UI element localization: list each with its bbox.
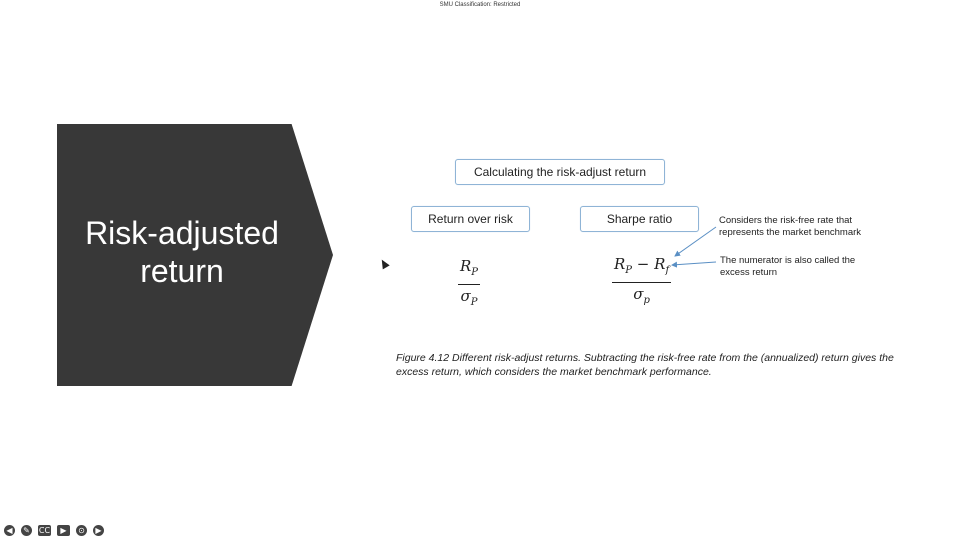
classification-label: SMU Classification: Restricted (439, 2, 521, 8)
slide-title-line-1: Risk-adjusted (85, 215, 279, 251)
pen-icon[interactable]: ✎ (21, 525, 32, 536)
slide-title-line-2: return (140, 253, 224, 289)
sharpe-ratio-formula (612, 254, 671, 311)
video-icon[interactable]: ▶ (57, 525, 70, 536)
risk-free-rate-note: Considers the risk-free rate that represents the market benchmark (719, 215, 862, 238)
return-over-risk-box (411, 206, 530, 232)
zoom-icon[interactable]: ⊙ (76, 525, 87, 536)
subtitles-icon[interactable]: CC (38, 526, 51, 535)
prev-slide-icon[interactable]: ◀ (4, 525, 15, 536)
ror-denominator: $\sigma_P$ (460, 287, 478, 308)
return-over-risk-label: Return over risk (428, 212, 513, 226)
sharpe-ratio-box (580, 206, 699, 232)
slide-title (57, 214, 307, 290)
return-over-risk-formula (458, 256, 480, 313)
excess-return-note: The numerator is also called the excess return (720, 255, 856, 278)
arrow-to-numerator (672, 262, 716, 265)
sharpe-ratio-label: Sharpe ratio (606, 212, 673, 226)
figure-caption: Figure 4.12 Different risk-adjust returns. Subtracting the risk-free rate from the (annualized) return gives the excess return, which considers the market benchmark performance. (396, 352, 894, 378)
next-slide-icon[interactable]: ▶ (93, 525, 104, 536)
ror-numerator: $R_P$ (460, 257, 479, 278)
risk-adjust-return-box (455, 159, 665, 185)
sr-denominator: $\sigma_p$ (633, 285, 650, 306)
mouse-cursor-icon (378, 258, 389, 270)
sr-fraction-bar (612, 282, 671, 283)
risk-adjust-return-label: Calculating the risk-adjust return (473, 165, 647, 179)
ror-fraction-bar (458, 284, 480, 285)
sr-numerator: $R_P - R_f$ (614, 255, 670, 276)
slideshow-toolbar (4, 525, 104, 536)
